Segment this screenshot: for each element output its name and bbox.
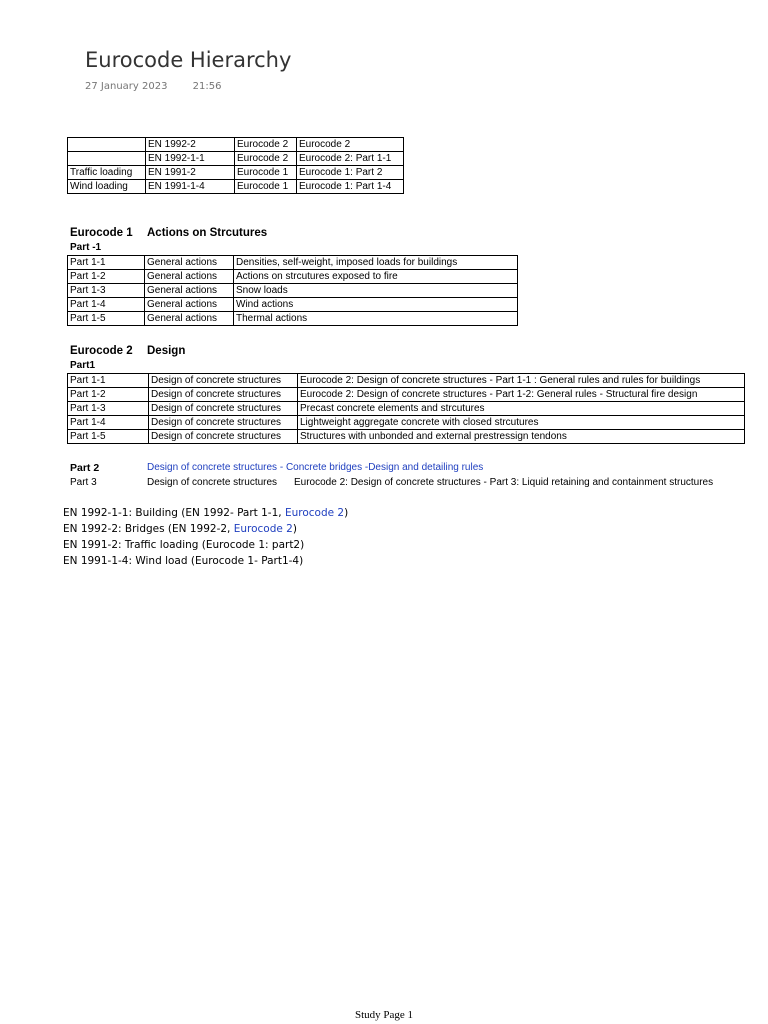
part3-col2: Design of concrete structures — [147, 477, 278, 488]
table-cell: Densities, self-weight, imposed loads for buildings — [234, 256, 518, 270]
table-cell: General actions — [145, 312, 234, 326]
part2-text: Design of concrete structures - Concrete bridges -Design and detailing rules — [147, 462, 484, 473]
page-title: Eurocode Hierarchy — [85, 48, 292, 72]
eurocode2-heading — [70, 345, 186, 357]
notes-list — [63, 505, 348, 569]
table-cell: Eurocode 2 — [297, 138, 404, 152]
table-cell: Eurocode 2 — [235, 152, 297, 166]
table-cell: Precast concrete elements and strcutures — [298, 402, 745, 416]
table-cell: Eurocode 1 — [235, 166, 297, 180]
table-cell: Eurocode 2: Design of concrete structures - Part 1-2: General rules - Structural fire design — [298, 388, 745, 402]
eurocode1-heading — [70, 227, 268, 239]
part-label: Part1 — [70, 360, 96, 371]
table-cell: Snow loads — [234, 284, 518, 298]
eurocode2-link[interactable]: Eurocode 2 — [284, 507, 345, 519]
part3-label: Part 3 — [70, 477, 97, 488]
table-cell: EN 1992-1-1 — [146, 152, 235, 166]
page-timestamp — [85, 81, 221, 92]
page-time: 21:56 — [192, 81, 222, 92]
table-cell: Part 1-5 — [68, 312, 145, 326]
table-cell: Wind loading — [68, 180, 146, 194]
overview-table — [67, 137, 404, 194]
table-cell: Part 1-5 — [68, 430, 149, 444]
note-text: EN 1992-1-1: Building (EN 1992- Part 1-1, — [63, 507, 285, 519]
table-cell — [68, 138, 146, 152]
heading-title: Design — [147, 345, 186, 357]
part2-label: Part 2 — [70, 462, 100, 474]
table-cell: Part 1-1 — [68, 256, 145, 270]
note-text: ) — [292, 523, 297, 535]
table-cell: Part 1-2 — [68, 388, 149, 402]
table-cell: Part 1-3 — [68, 284, 145, 298]
table-cell: Wind actions — [234, 298, 518, 312]
heading-code: Eurocode 2 — [70, 345, 133, 357]
note-line: EN 1991-2: Traffic loading (Eurocode 1: part2) — [63, 539, 305, 551]
table-row — [68, 152, 404, 166]
part-label: Part -1 — [70, 242, 102, 253]
table-cell: Eurocode 1: Part 1-4 — [297, 180, 404, 194]
table-cell — [68, 152, 146, 166]
table-cell: Eurocode 2: Part 1-1 — [297, 152, 404, 166]
page-footer: Study Page 1 — [354, 1009, 414, 1021]
table-cell: Actions on strcutures exposed to fire — [234, 270, 518, 284]
note-line — [63, 505, 348, 521]
heading-code: Eurocode 1 — [70, 227, 133, 239]
table-cell: Traffic loading — [68, 166, 146, 180]
table-row — [68, 166, 404, 180]
table-row — [68, 388, 745, 402]
table-row — [68, 402, 745, 416]
table-cell: General actions — [145, 298, 234, 312]
table-cell: Eurocode 2 — [235, 138, 297, 152]
part3-col3: Eurocode 2: Design of concrete structures - Part 3: Liquid retaining and containment structures — [294, 477, 714, 488]
note-line — [63, 521, 348, 537]
heading-title: Actions on Strcutures — [147, 227, 268, 239]
table-cell: Part 1-2 — [68, 270, 145, 284]
eurocode1-table — [67, 255, 518, 326]
table-cell: Part 1-4 — [68, 416, 149, 430]
table-cell: Lightweight aggregate concrete with closed strcutures — [298, 416, 745, 430]
table-cell: EN 1991-2 — [146, 166, 235, 180]
table-row — [68, 180, 404, 194]
table-row — [68, 416, 745, 430]
table-row — [68, 270, 518, 284]
table-cell: Eurocode 1: Part 2 — [297, 166, 404, 180]
table-cell: Eurocode 2: Design of concrete structures - Part 1-1 : General rules and rules for buildings — [298, 374, 745, 388]
table-cell: Eurocode 1 — [235, 180, 297, 194]
table-cell: Part 1-4 — [68, 298, 145, 312]
note-line: EN 1991-1-4: Wind load (Eurocode 1- Part1-4) — [63, 555, 304, 567]
table-cell: General actions — [145, 284, 234, 298]
table-cell: General actions — [145, 270, 234, 284]
table-cell: Design of concrete structures — [149, 388, 298, 402]
table-cell: Part 1-1 — [68, 374, 149, 388]
table-cell: Design of concrete structures — [149, 430, 298, 444]
table-cell: Design of concrete structures — [149, 402, 298, 416]
table-cell: EN 1991-1-4 — [146, 180, 235, 194]
note-text: EN 1992-2: Bridges (EN 1992-2, — [63, 523, 234, 535]
table-cell: Part 1-3 — [68, 402, 149, 416]
table-row — [68, 312, 518, 326]
eurocode2-table — [67, 373, 745, 444]
table-row — [68, 430, 745, 444]
table-cell: Structures with unbonded and external prestressign tendons — [298, 430, 745, 444]
table-row — [68, 284, 518, 298]
table-row — [68, 374, 745, 388]
table-row — [68, 298, 518, 312]
table-row — [68, 138, 404, 152]
table-cell: Design of concrete structures — [149, 416, 298, 430]
table-cell: Design of concrete structures — [149, 374, 298, 388]
note-text: ) — [344, 507, 349, 519]
part2-line — [70, 462, 99, 474]
table-cell: Thermal actions — [234, 312, 518, 326]
table-row — [68, 256, 518, 270]
table-cell: EN 1992-2 — [146, 138, 235, 152]
page-date: 27 January 2023 — [85, 81, 168, 92]
eurocode2-link[interactable]: Eurocode 2 — [233, 523, 293, 535]
table-cell: General actions — [145, 256, 234, 270]
